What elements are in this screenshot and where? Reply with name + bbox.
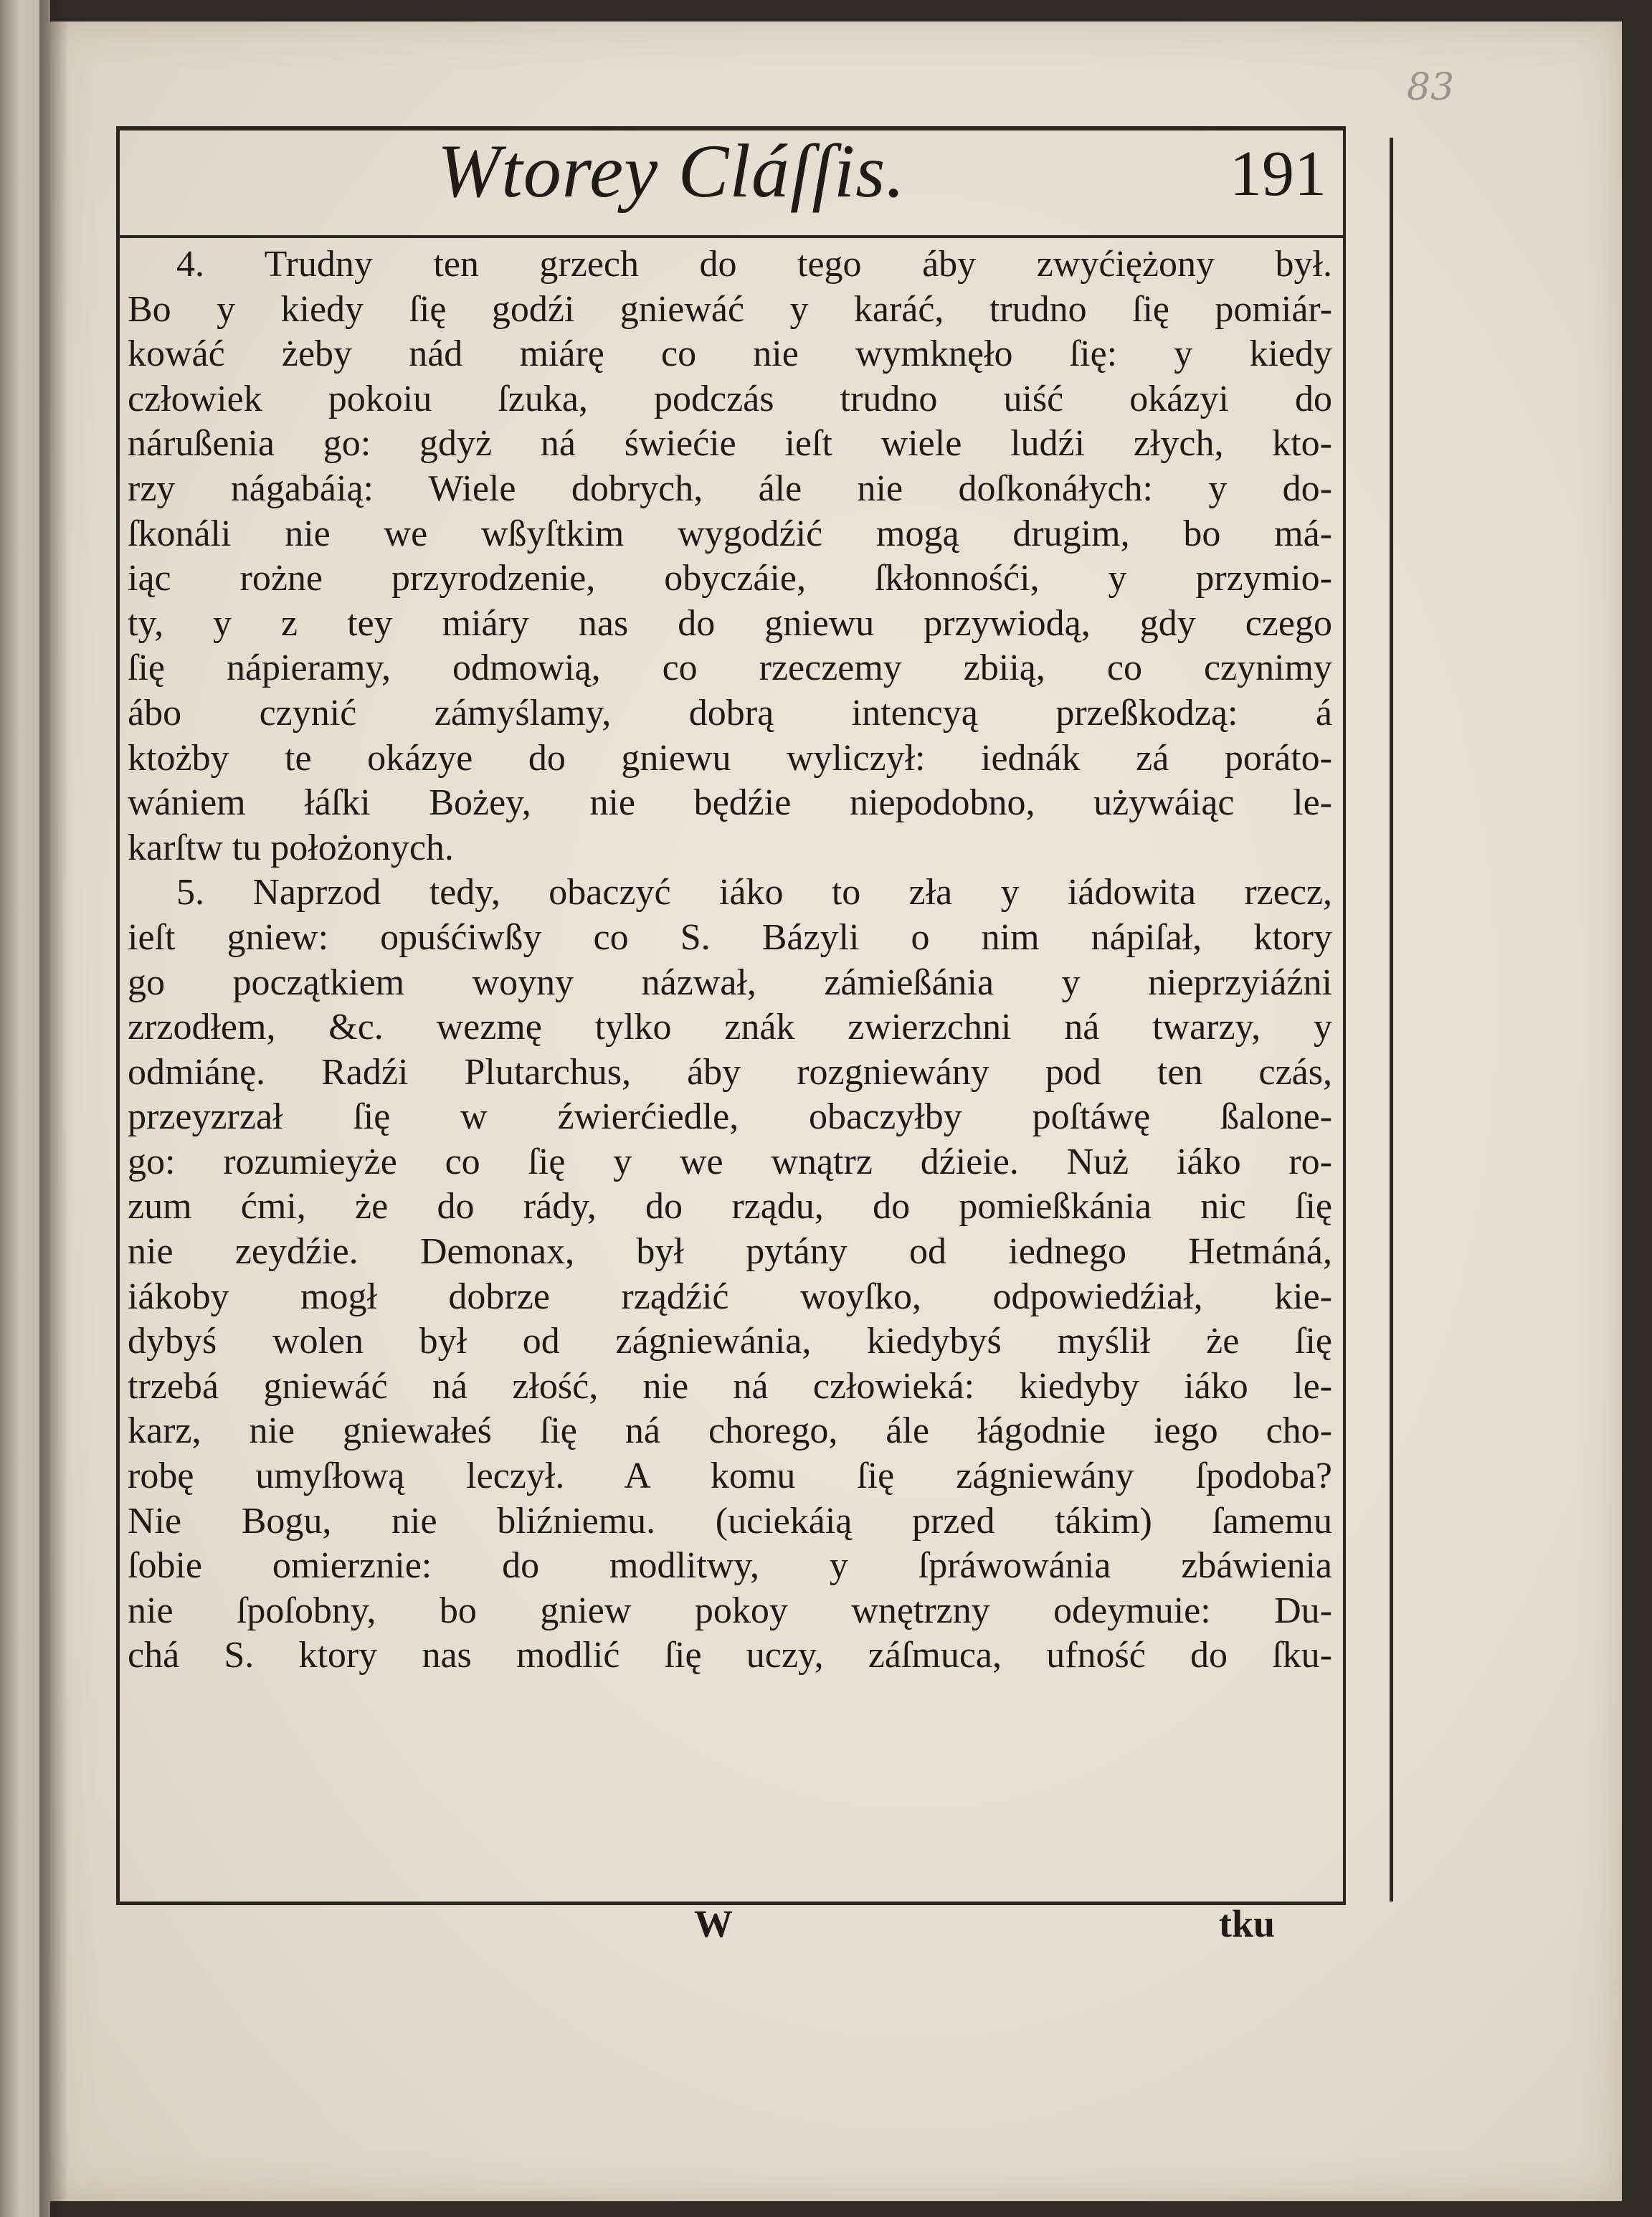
text-line: ty, y z tey miáry nas do gniewu przywiodą, gdy czego <box>128 602 1332 644</box>
text-line: zrzodłem, &c. wezmę tylko znák zwierzchni ná twarzy, y <box>128 1007 1332 1048</box>
text-line: dybyś wolen był od zágniewánia, kiedybyś myślił że ſię <box>128 1321 1332 1362</box>
text-line: 4. Trudny ten grzech do tego áby zwyćiężony był. <box>176 244 1332 285</box>
text-line: karz, nie gniewałeś ſię ná chorego, ále łágodnie iego cho- <box>128 1410 1332 1452</box>
text-line: iákoby mogł dobrze rządźić woyſko, odpowiedźiał, kie- <box>128 1276 1332 1317</box>
text-line: zum ćmi, że do rády, do rządu, do pomießkánia nic ſię <box>128 1186 1332 1228</box>
text-line: wániem łáſki Bożey, nie będźie niepodobno, używáiąc le- <box>128 782 1332 824</box>
text-line: trzebá gniewáć ná złość, nie ná człowieká: kiedyby iáko le- <box>128 1365 1332 1407</box>
text-line: ktożby te okázye do gniewu wyliczył: iednák zá poráto- <box>128 737 1332 779</box>
text-line: 5. Naprzod tedy, obaczyć iáko to zła y iádowita rzecz, <box>176 872 1332 913</box>
outer-right-rule <box>1390 138 1393 1902</box>
text-line: ſkonáli nie we wßyſtkim wygodźić mogą drugim, bo má- <box>128 513 1332 554</box>
text-line: robę umyſłową leczył. A komu ſię zágniewány ſpodoba? <box>128 1456 1332 1497</box>
text-line: Bo y kiedy ſię godźi gniewáć y karáć, trudno ſię pomiár- <box>128 288 1332 330</box>
text-line: karſtw tu położonych. <box>128 827 454 868</box>
text-line: nárußenia go: gdyż ná świećie ieſt wiele ludźi złych, kto- <box>128 423 1332 465</box>
text-line: odmiánę. Radźi Plutarchus, áby rozgniewány pod ten czás, <box>128 1051 1332 1093</box>
text-line: człowiek pokoiu ſzuka, podczás trudno uiść okázyi do <box>128 378 1332 419</box>
text-line: ſię nápieramy, odmowią, co rzeczemy zbiią, co czynimy <box>128 647 1332 689</box>
text-line: nie zeydźie. Demonax, był pytány od iednego Hetmáná, <box>128 1231 1332 1273</box>
text-line: kowáć żeby nád miárę co nie wymknęło ſię: y kiedy <box>128 333 1332 375</box>
signature-mark: W <box>694 1902 733 1945</box>
text-line: go początkiem woyny názwał, zámießánia y nieprzyiáźni <box>128 962 1332 1003</box>
text-line: ſobie omierznie: do modlitwy, y ſpráwowánia zbáwienia <box>128 1545 1332 1587</box>
text-line: go: rozumieyże co ſię y we wnątrz dźieie. Nuż iáko ro- <box>128 1141 1332 1182</box>
body-text <box>128 242 1332 1884</box>
catchword: tku <box>1219 1902 1276 1945</box>
running-head: Wtorey Cláſſis. <box>437 129 906 213</box>
page-number: 191 <box>1230 138 1326 209</box>
pencil-folio-number: 83 <box>1407 66 1455 109</box>
text-line: chá S. ktory nas modlić ſię uczy, záſmuca, ufność do ſku- <box>128 1635 1332 1676</box>
text-line: nie ſpoſobny, bo gniew pokoy wnętrzny odeymuie: Du- <box>128 1590 1332 1631</box>
text-line: rzy nágabáią: Wiele dobrych, ále nie doſkonáłych: y do- <box>128 467 1332 509</box>
gutter-shadow <box>39 0 68 2217</box>
text-line: przeyzrzał ſię w źwierćiedle, obaczyłby poſtáwę ßalone- <box>128 1096 1332 1138</box>
text-line: ábo czynić zámyślamy, dobrą intencyą przeßkodzą: á <box>128 692 1332 734</box>
header-rule <box>116 235 1346 238</box>
text-line: ieſt gniew: opuśćiwßy co S. Bázyli o nim nápiſał, ktory <box>128 916 1332 958</box>
text-line: Nie Bogu, nie bliźniemu. (uciekáią przed tákim) ſamemu <box>128 1500 1332 1542</box>
text-line: iąc rożne przyrodzenie, obyczáie, ſkłonnośći, y przymio- <box>128 558 1332 599</box>
